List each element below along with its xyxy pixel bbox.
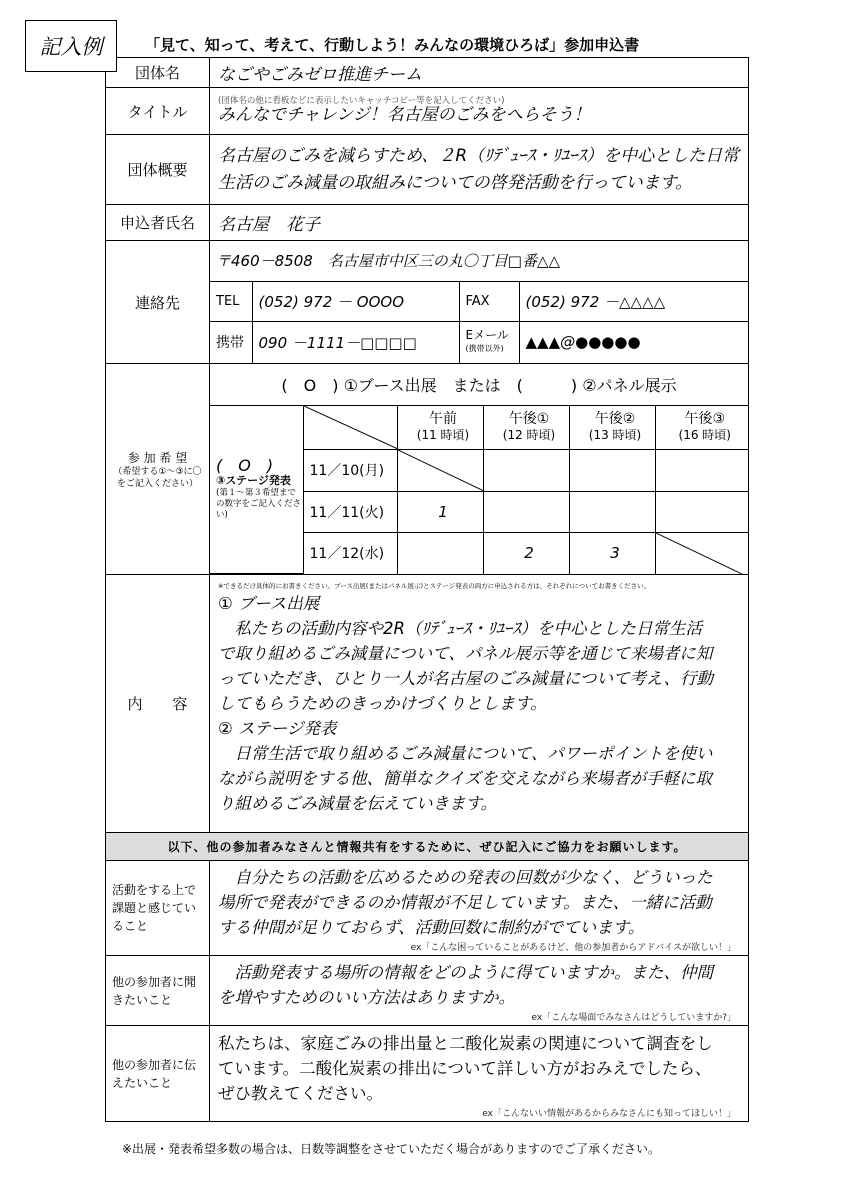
share-cell[interactable] [210,1026,749,1122]
applicant-value[interactable]: 名古屋 花子 [210,205,749,241]
day-label: 11／11(火) [303,491,397,532]
questions-line: を増やすためのいい方法はありますか。 [218,988,515,1007]
tel-label: TEL [210,281,252,321]
slot-header: 午後① (12 時頃) [483,405,569,449]
issues-example: ex「こんな困っていることがあるけど、他の参加者からアドバイスが欲しい！」 [410,943,736,953]
questions-label: 他の参加者に聞きたいこと [106,956,210,1026]
stage-note: (第１～第３希望までの数字をご記入ください) [216,487,302,520]
slot-header: 午後② (13 時頃) [569,405,655,449]
title-cell[interactable] [210,88,749,135]
fax-value[interactable]: (052) 972 －△△△△ [519,281,748,321]
participation-cell [210,364,749,575]
group-name-value[interactable]: なごやごみゼロ推進チーム [210,58,749,88]
contact-label: 連絡先 [106,241,210,364]
overview-line-1: 名古屋のごみを減らすため、２R（ﾘﾃﾞｭｰｽ・ﾘﾕｰｽ）を中心とした日常 [218,145,740,166]
mobile-value[interactable]: 090 －1111－□□□□ [252,321,459,363]
title-label: タイトル [106,88,210,135]
example-label: 記入例 [25,20,117,72]
content-line: ながら説明をする他、簡単なクイズを交えながら来場者が手軽に取 [218,769,713,788]
email-value[interactable]: ▲▲▲@●●●●● [519,321,748,363]
header-diagonal-cell [303,405,397,449]
share-line: ぜひ教えてください。 [218,1083,383,1103]
content-label: 内 容 [106,575,210,833]
mobile-label: 携帯 [210,321,252,363]
issues-label: 活動をする上で課題と感じていること [106,861,210,956]
slot-header: 午前 (11 時頃) [397,405,483,449]
issues-line: 場所で発表ができるのか情報が不足しています。また、一緒に活動 [218,893,712,912]
overview-label: 団体概要 [106,135,210,205]
diagonal-line [656,533,742,574]
overview-line-2: 生活のごみ減量の取組みについての啓発活動を行っています。 [218,172,693,193]
questions-cell[interactable] [210,956,749,1026]
overview-cell[interactable] [210,135,749,205]
content-line: ① ブース出展 [218,594,320,613]
participation-label-cell [106,364,210,575]
content-line: り組めるごみ減量を伝えていきます。 [218,794,498,813]
day-label: 11／10(月) [303,449,397,491]
questions-line: 活動発表する場所の情報をどのように得ていますか。また、仲間 [218,963,713,982]
day-label: 11／12(水) [303,532,397,574]
content-cell[interactable] [210,575,749,833]
slot-cell[interactable]: 3 [569,532,655,574]
diagonal-line [304,406,398,449]
content-note: ※できるだけ具体的にお書きください。ブース出展(またはパネル展示)とステージ発表の両方に申込される方は、それぞれについてお書きください。 [218,582,651,590]
content-line: してもらうためのきっかけづくりとします。 [218,694,547,713]
booth-panel-choice[interactable]: ( O ) ①ブース出展 または ( ) ②パネル展示 [210,364,748,405]
document-title: 「見て、知って、考えて、行動しよう！みんなの環境ひろば」参加申込書 [145,36,640,54]
participation-label-note: （希望する①～③に〇をご記入ください） [113,466,202,489]
tel-value[interactable]: (052) 972 － OOOO [252,281,459,321]
email-label-cell [459,321,519,363]
issues-cell[interactable] [210,861,749,956]
form-table [105,57,749,1122]
stage-label: ③ステージ発表 [216,473,291,487]
contact-cell [210,241,749,364]
content-line: っていただき、ひとり一人が名古屋のごみ減量について考え、行動 [218,669,713,688]
info-sharing-banner: 以下、他の参加者みなさんと情報共有をするために、ぜひ記入にご協力をお願いします。 [106,833,749,861]
slot-cell[interactable] [483,491,569,532]
slot-cell-disabled [655,532,748,574]
content-line: 日常生活で取り組めるごみ減量について、パワーポイントを使い [218,744,713,763]
issues-line: 自分たちの活動を広めるための発表の回数が少なく、どういった [218,868,713,887]
contact-table [210,241,748,363]
slot-cell[interactable] [397,532,483,574]
email-sub-label: (携帯以外) [465,344,504,354]
email-label: Eメール [465,328,509,343]
slot-cell[interactable]: 1 [397,491,483,532]
content-line: で取り組めるごみ減量について、パネル展示等を通じて来場者に知 [218,644,713,663]
participation-label: 参 加 希 望 [127,450,188,465]
slot-cell[interactable] [569,449,655,491]
content-line: ② ステージ発表 [218,719,337,738]
slot-cell[interactable] [655,491,748,532]
address-value[interactable]: 〒460－8508 名古屋市中区三の丸〇丁目□番△△ [210,241,748,281]
slot-cell[interactable] [569,491,655,532]
stage-choice-cell [210,405,303,574]
applicant-label: 申込者氏名 [106,205,210,241]
share-label: 他の参加者に伝えたいこと [106,1026,210,1122]
slot-cell-disabled [397,449,483,491]
title-value: みんなでチャレンジ！名古屋のごみをへらそう！ [218,104,591,125]
share-line: ています。二酸化炭素の排出について詳しい方がおみえでしたら、 [218,1058,712,1078]
stage-mark[interactable]: ( O ) [216,455,274,475]
slot-header: 午後③ (16 時頃) [655,405,748,449]
share-example: ex「こんないい情報があるからみなさんにも知ってほしい！」 [482,1108,736,1119]
slot-cell[interactable] [483,449,569,491]
title-note: (団体名の他に看板などに表示したいキャッチコピー等を記入してください) [218,95,505,106]
diagonal-line [398,450,484,491]
slot-cell[interactable]: 2 [483,532,569,574]
content-line: 私たちの活動内容や2R（ﾘﾃﾞｭｰｽ・ﾘﾕｰｽ）を中心とした日常生活 [218,619,702,638]
application-form [105,57,748,1134]
issues-line: する仲間が足りておらず、活動回数に制約がでています。 [218,918,645,937]
fax-label: FAX [459,281,519,321]
share-line: 私たちは、家庭ごみの排出量と二酸化炭素の関連について調査をし [218,1033,713,1053]
group-name-label: 団体名 [106,58,210,88]
questions-example: ex「こんな場面でみなさんはどうしていますか?」 [531,1013,736,1023]
slot-cell[interactable] [655,449,748,491]
footer-note: ※出展・発表希望多数の場合は、日数等調整をさせていただく場合がありますのでご了承ください。 [122,1142,661,1156]
schedule-table [210,364,748,574]
